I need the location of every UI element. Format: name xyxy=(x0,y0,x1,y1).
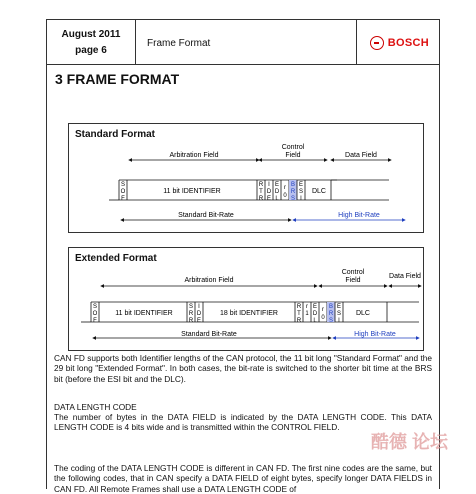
standard-format-figure xyxy=(68,123,424,233)
header-date: August 2011 xyxy=(61,29,121,40)
svg-text:L: L xyxy=(313,318,317,324)
svg-text:0: 0 xyxy=(321,315,325,321)
ext-ide-bit: I xyxy=(198,304,200,310)
svg-text:0: 0 xyxy=(283,193,287,199)
ext-brs-bit: B xyxy=(328,304,334,310)
svg-text:I: I xyxy=(338,318,340,324)
ext-dlc-field: DLC xyxy=(355,310,371,317)
ext-identifier-18: 18 bit IDENTIFIER xyxy=(220,310,278,317)
srr-bit: S xyxy=(188,304,194,310)
section-heading: 3 FRAME FORMAT xyxy=(55,71,180,87)
ext-arbitration-label: Arbitration Field xyxy=(184,277,234,284)
dlc-field: DLC xyxy=(311,188,327,195)
svg-text:L: L xyxy=(275,196,279,202)
arbitration-label: Arbitration Field xyxy=(169,152,219,159)
ext-standard-rate-label: Standard Bit-Rate xyxy=(181,331,237,338)
high-rate-label: High Bit-Rate xyxy=(338,212,380,219)
svg-text:F: F xyxy=(93,318,97,324)
sof-bit-s: S xyxy=(120,182,126,188)
standard-rate-label: Standard Bit-Rate xyxy=(178,212,234,219)
svg-text:R: R xyxy=(290,189,296,195)
svg-text:D: D xyxy=(312,311,318,317)
svg-text:S: S xyxy=(290,196,296,202)
r1r-bit-r: R xyxy=(258,182,264,188)
page-header xyxy=(47,19,439,65)
data-field-label: Data Field xyxy=(345,152,377,159)
ext-sof-bit: S xyxy=(92,304,98,310)
r0-bit: r xyxy=(284,185,286,191)
ext-identifier-11: 11 bit IDENTIFIER xyxy=(115,310,173,317)
paragraph-dlc: The number of bytes in the DATA FIELD is indicated by the DATA LENGTH CODE. This DATA LENGTH CODE is 4 bits wide and is transmitted within the CONTROL FIELD. xyxy=(54,412,432,433)
edl-bit: E xyxy=(274,182,280,188)
ext-control-label-2: Field xyxy=(345,277,361,284)
sof-bit-f: F xyxy=(121,196,125,202)
svg-text:1: 1 xyxy=(305,311,309,317)
ide-bit: I xyxy=(268,182,270,188)
header-title: Frame Format xyxy=(147,38,211,49)
svg-text:D: D xyxy=(266,189,272,195)
dlc-heading: DATA LENGTH CODE xyxy=(54,402,137,412)
svg-text:O: O xyxy=(92,311,98,317)
ext-r1-bit: r xyxy=(306,304,308,310)
standard-format-diagram xyxy=(69,124,425,234)
svg-text:R: R xyxy=(188,311,194,317)
identifier-field: 11 bit IDENTIFIER xyxy=(163,188,221,195)
svg-text:I: I xyxy=(300,196,302,202)
ext-control-label-1: Control xyxy=(341,269,365,276)
bosch-armature-icon xyxy=(370,36,384,50)
svg-text:R: R xyxy=(328,311,334,317)
extended-format-title: Extended Format xyxy=(75,253,157,264)
document-page xyxy=(46,19,440,494)
svg-text:R: R xyxy=(188,318,194,324)
bosch-logo xyxy=(370,36,429,50)
brs-bit: B xyxy=(290,182,296,188)
standard-format-title: Standard Format xyxy=(75,129,156,140)
header-page-number: page 6 xyxy=(75,45,107,56)
svg-text:D: D xyxy=(196,311,202,317)
paragraph-identifier-lengths: CAN FD supports both Identifier lengths of the CAN protocol, the 11 bit long "Standard Format" and the 29 bit long "Extended Format". In both cases, the bit-rate is switched to the shorter bit time at the BRS bit (before the ESI bit and the DLC). xyxy=(54,353,432,384)
control-label-2: Field xyxy=(285,152,301,159)
svg-text:T: T xyxy=(259,189,263,195)
brand-name: BOSCH xyxy=(387,37,429,49)
svg-text:T: T xyxy=(297,311,301,317)
svg-text:R: R xyxy=(296,318,302,324)
svg-text:S: S xyxy=(328,318,334,324)
ext-esi-bit: E xyxy=(336,304,342,310)
svg-text:R: R xyxy=(258,196,264,202)
ext-high-rate-label: High Bit-Rate xyxy=(354,331,396,338)
svg-text:E: E xyxy=(266,196,272,202)
svg-text:E: E xyxy=(196,318,202,324)
control-label-1: Control xyxy=(281,144,305,151)
ext-rtr-bit: R xyxy=(296,304,302,310)
svg-text:S: S xyxy=(298,189,304,195)
watermark: 酷德 论坛 xyxy=(370,432,448,452)
extended-format-figure xyxy=(68,247,424,351)
esi-bit: E xyxy=(298,182,304,188)
extended-format-diagram xyxy=(69,248,425,352)
header-logo-cell xyxy=(356,20,439,65)
ext-r0-bit: r xyxy=(322,307,324,313)
svg-text:S: S xyxy=(336,311,342,317)
header-date-cell xyxy=(47,20,136,65)
svg-text:D: D xyxy=(274,189,280,195)
paragraph-dlc-coding: The coding of the DATA LENGTH CODE is different in CAN FD. The first nine codes are the same, but the following codes, that in CAN specify a DATA FIELD of eight bytes, specify longer DATA FIELDS in CAN FD. All Remote Frames shall use a DATA LENGTH CODE of xyxy=(54,463,432,494)
ext-edl-bit: E xyxy=(312,304,318,310)
ext-data-label: Data Field xyxy=(389,273,421,280)
sof-bit-o: O xyxy=(120,189,126,195)
